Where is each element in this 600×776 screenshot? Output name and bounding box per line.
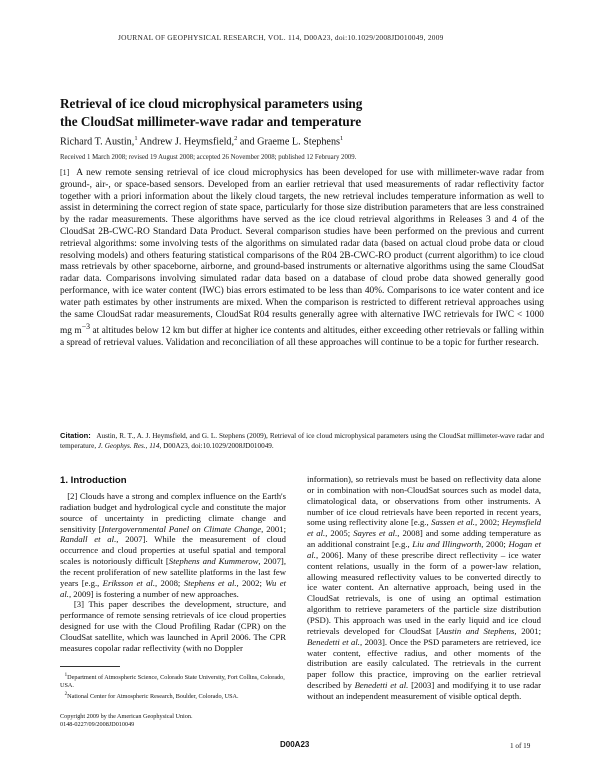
citation-label: Citation:: [60, 431, 91, 440]
paragraph-text: , 2007], the recent proliferation of new satellite platforms in the last few years [e.g.,: [60, 556, 286, 588]
footnote-2: [60, 691, 286, 701]
citation-ref: Benedetti et al.: [307, 636, 360, 647]
citation-ref: Sayres et al.: [353, 528, 398, 539]
column-left: [60, 491, 286, 654]
citation-text-1: Austin, R. T., A. J. Heymsfield, and G. L. Stephens (2009), Retrieval of ice cloud microphysical parameters using the CloudSat millimeter-wave radar and temperature,: [60, 432, 544, 450]
intro-paragraph-2: [60, 491, 286, 599]
copyright-line: Copyright 2009 by the American Geophysical Union.: [60, 713, 193, 720]
abstract-text-1: A new remote sensing retrieval of ice cloud microphysics has been developed for use with millimeter-wave radar from ground-, air-, or space-based sensors. Developed from an earlier retrieval that used measurements of radar reflectivity factor together with a priori information about the likely cloud targets, the new retrieval includes temperature information as well to assist in determining the correct region of state space, particularly for those size distribution parameters that are less constrained by the radar measurements. These algorithms have served as the ice cloud retrieval algorithms in Releases 3 and 4 of the CloudSat 2B-CWC-RO Standard Data Product. Several comparison studies have been performed on the previous and current retrieval algorithms: some involving tests of the algorithms on simulated radar data (based on actual cloud probe data or cloud resolving models) and others featuring statistical comparisons of the R04 2B-CWC-RO product (current algorithm) to ice cloud mass retrievals by other spaceborne, airborne, and ground-based instruments or alternative algorithms using the same CloudSat radar data. Comparisons involving simulated radar data based on a database of cloud probe data showed generally good performance, with ice water content (IWC) bias errors estimated to be less than 40%. Comparisons to ice water content and ice water path estimates by other instruments are mixed. When the comparison is restricted to different retrieval approaches using the same CloudSat radar measurements, CloudSat R04 results generally agree with alternative IWC retrievals for IWC < 1000 mg m: [60, 168, 544, 337]
paragraph-text: , 2001;: [514, 625, 541, 636]
citation-ref: Randall et al.: [60, 534, 117, 545]
paragraph-text: , 2008;: [155, 577, 184, 588]
citation-ref: Stephens et al.: [183, 577, 237, 588]
page-number: 1 of 19: [510, 742, 531, 750]
author-1: Richard T. Austin,: [60, 136, 135, 148]
abstract-paragraph-number: [1]: [60, 168, 70, 177]
copyright-notice: [60, 713, 286, 730]
paragraph-text: , 2009] is fostering a number of new approaches.: [68, 588, 239, 599]
affiliation-mark-2: 2: [234, 135, 238, 142]
footnote-divider: [60, 666, 120, 667]
paragraph-text: information), so retrievals must be based on reflectivity data alone or in combination with non-CloudSat sources such as model data, climatological data, or observations from other instruments. A number of ice cloud retrievals have been reported in recent years, some using reflectivity alone [e.g.,: [307, 474, 541, 528]
footnote-text: National Center for Atmospheric Research, Boulder, Colorado, USA.: [67, 692, 239, 700]
paragraph-text: [2003] and modifying it to use radar without an independent measurement of visible optical depth.: [307, 680, 541, 701]
citation-ref: Liu and Illingworth: [412, 539, 482, 550]
paragraph-text: , 2000;: [481, 539, 509, 550]
abstract-text-2: at altitudes below 12 km but differ at higher ice contents and altitudes, either exceeding other retrievals or falling within a spread of retrieval values. Validation and reconciliation of all these approaches will continue to be a topic for further research.: [60, 326, 544, 349]
paragraph-text: Clouds have a strong and complex influence on the Earth's radiation budget and hydrological cycle and constitute the major source of uncertainty in predicting climate change and sensitivity [: [60, 491, 287, 534]
citation-ref: Eriksson et al.: [102, 577, 156, 588]
paragraph-number: [3]: [73, 599, 84, 610]
title-line-2: the CloudSat millimeter-wave radar and temperature: [60, 114, 362, 129]
affiliation-mark-1: 1: [134, 135, 138, 142]
citation-ref: Heymsfield et al.: [307, 517, 541, 539]
footnote-text: Department of Atmospheric Science, Colorado State University, Fort Collins, Colorado, USA.: [60, 674, 285, 690]
section-heading-introduction: 1. Introduction: [60, 475, 127, 486]
paragraph-text: , 2003]. Once the PSD parameters are retrieved, ice water content, effective radius, and other moments of the distribution are easily calculated. The retrievals in the current paper follow this practice, improving on the earlier retrieval described by: [307, 636, 541, 691]
abstract-exponent: −3: [81, 322, 91, 332]
paragraph-text: , 2006]. Many of these prescribe direct reflectivity – ice water content relations, usually in the form of a power-law relation, allowing measured reflectivity values to be converted directly to ice water content. An alternative approach, being used in the CloudSat retrievals, is one of using an optimal estimation algorithm to retrieve parameters of the particle size distribution (PSD). This approach was used in the early liquid and ice cloud retrievals developed for CloudSat [: [307, 549, 541, 636]
footnote-mark: 2: [64, 691, 68, 697]
intro-paragraph-3: [60, 599, 286, 653]
paragraph-text: , 2005;: [325, 528, 354, 539]
affiliation-footnotes: [60, 672, 286, 701]
abstract: [60, 167, 544, 350]
citation-journal: J. Geophys. Res., 114,: [97, 442, 162, 450]
author-2: Andrew J. Heymsfield,: [137, 136, 235, 148]
citation-ref: Sassen et al.: [431, 517, 475, 528]
citation-ref: Benedetti et al.: [354, 680, 409, 691]
column-right: [307, 474, 541, 702]
citation-ref: Stephens and Kummerow: [168, 556, 259, 567]
author-list: [60, 135, 540, 147]
doi-code: 0148-0227/09/2008JD010049: [60, 721, 135, 729]
footnote-mark: 1: [64, 673, 68, 678]
citation-ref: Intergovernmental Panel on Climate Change: [101, 523, 262, 534]
citation-ref: Hogan et al.: [307, 539, 542, 560]
paragraph-number: [2]: [67, 491, 78, 501]
paragraph-text: This paper describes the development, structure, and performance of remote sensing retrievals of ice cloud properties designed for use with the Cloud Profiling Radar (CPR) on the CloudSat satellite, which was launched in April 2006. The CPR measures copolar radar reflectivity (with no Doppler: [60, 599, 287, 653]
paragraph-text: , 2002;: [236, 577, 266, 588]
title-line-1: Retrieval of ice cloud microphysical parameters using: [60, 96, 363, 111]
paragraph-text: , 2002;: [474, 517, 502, 528]
author-3: and Graeme L. Stephens: [237, 136, 341, 148]
citation: [60, 431, 544, 451]
footnote-1: [60, 672, 286, 691]
article-id: D00A23: [280, 740, 310, 749]
citation-text-2: D00A23, doi:10.1029/2008JD010049.: [161, 442, 274, 450]
citation-ref: Austin and Stephens: [438, 625, 515, 636]
paragraph-text: , 2001;: [261, 523, 286, 534]
journal-header: JOURNAL OF GEOPHYSICAL RESEARCH, VOL. 114, D00A23, doi:10.1029/2008JD010049, 2009: [118, 33, 444, 42]
paragraph-text: , 2008] and some adding temperature as an additional constraint [e.g.,: [307, 528, 542, 550]
article-title: [60, 95, 480, 131]
citation-ref: Wu et al.: [60, 577, 286, 599]
received-dates: Received 1 March 2008; revised 19 August 2008; accepted 26 November 2008; published 12 February 2009.: [60, 154, 357, 161]
paragraph-text: , 2007]. While the measurement of cloud occurrence and cloud properties at useful spatial and temporal scales is notoriously difficult [: [60, 534, 286, 567]
affiliation-mark-3: 1: [340, 135, 344, 142]
